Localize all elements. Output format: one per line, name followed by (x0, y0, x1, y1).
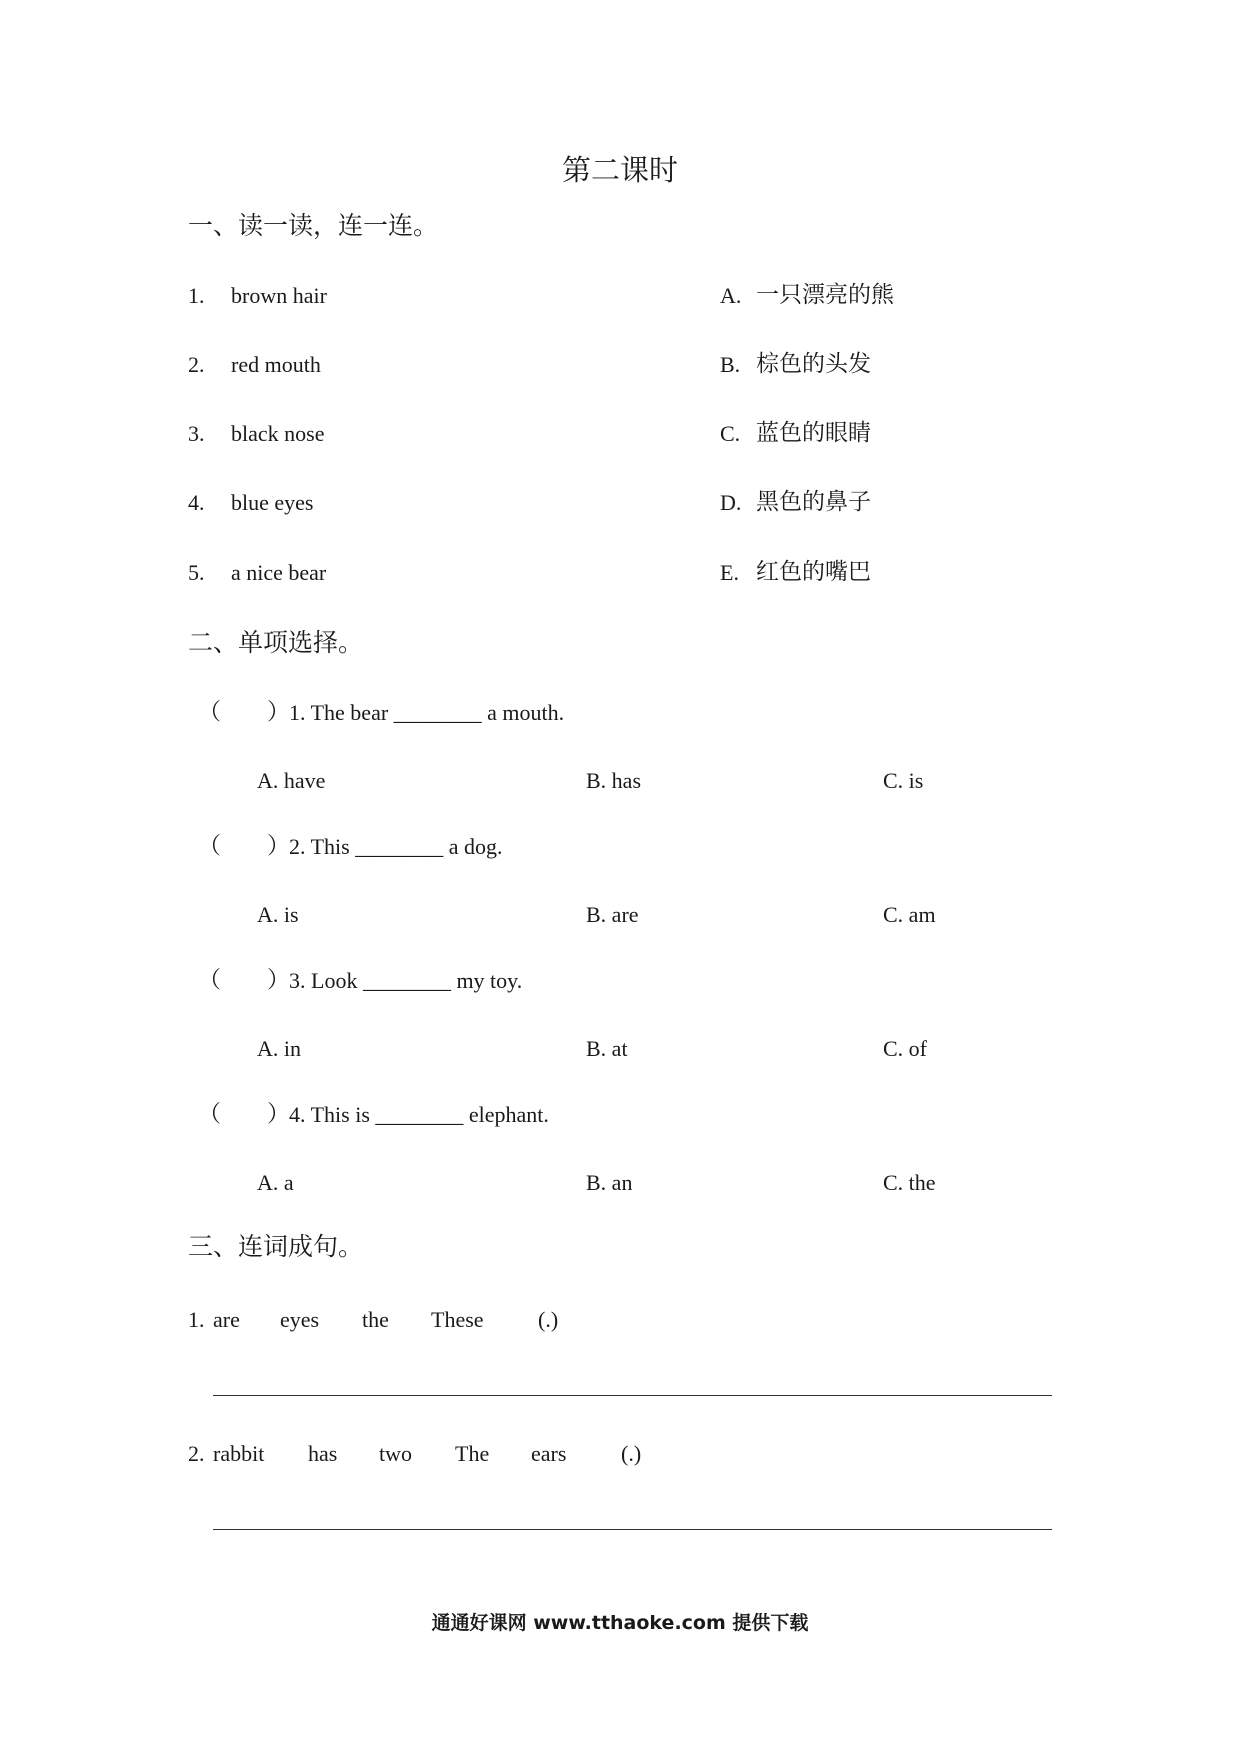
choice-c: C. am (883, 902, 936, 927)
option-letter: C. (720, 421, 741, 446)
scrambled-word: eyes (280, 1307, 320, 1332)
choice-c: C. is (883, 768, 924, 793)
option-letter: B. (720, 352, 741, 377)
scrambled-word: are (213, 1307, 240, 1332)
option-text: 黑色的鼻子 (756, 489, 871, 515)
item-number: 2. (188, 352, 205, 377)
option-text: 一只漂亮的熊 (756, 282, 894, 308)
page-title: 第二课时 (561, 153, 678, 187)
footer-credit: 通通好课网 www.tthaoke.com 提供下载 (431, 1612, 809, 1634)
scrambled-word: These (431, 1307, 484, 1332)
scrambled-word: (.) (621, 1441, 642, 1466)
question-stem: 3. Look ________ my toy. (289, 968, 523, 993)
choice-c: C. the (883, 1170, 936, 1195)
item-number: 1. (188, 283, 205, 308)
scrambled-word: has (308, 1441, 338, 1466)
choice-b: B. an (586, 1170, 633, 1195)
choice-b: B. are (586, 902, 639, 927)
question-stem: 4. This is ________ elephant. (289, 1102, 549, 1127)
answer-parentheses: （ ） (198, 1101, 290, 1127)
answer-line[interactable] (213, 1529, 1052, 1530)
item-text: black nose (231, 421, 325, 446)
answer-parentheses: （ ） (198, 699, 290, 725)
section1-heading: 一、读一读，连一连。 (188, 211, 439, 240)
scrambled-word: rabbit (213, 1441, 265, 1466)
choice-a: A. a (257, 1170, 294, 1195)
item-number: 2. (188, 1441, 205, 1466)
option-text: 棕色的头发 (756, 351, 871, 377)
answer-parentheses: （ ） (198, 833, 290, 859)
section3-heading: 三、连词成句。 (188, 1232, 364, 1261)
scrambled-word: two (379, 1441, 412, 1466)
item-text: brown hair (231, 283, 327, 308)
item-text: red mouth (231, 352, 321, 377)
item-number: 4. (188, 490, 205, 515)
item-number: 1. (188, 1307, 205, 1332)
question-stem: 2. This ________ a dog. (289, 834, 503, 859)
answer-parentheses: （ ） (198, 967, 290, 993)
option-letter: E. (720, 560, 739, 585)
scrambled-word: the (362, 1307, 389, 1332)
choice-a: A. have (257, 768, 326, 793)
item-text: a nice bear (231, 560, 327, 585)
scrambled-word: (.) (538, 1307, 559, 1332)
item-text: blue eyes (231, 490, 314, 515)
option-text: 蓝色的眼睛 (756, 420, 871, 446)
choice-a: A. is (257, 902, 299, 927)
scrambled-word: ears (531, 1441, 567, 1466)
question-stem: 1. The bear ________ a mouth. (289, 700, 565, 725)
scrambled-word: The (455, 1441, 490, 1466)
item-number: 5. (188, 560, 205, 585)
option-letter: A. (720, 283, 742, 308)
choice-c: C. of (883, 1036, 927, 1061)
answer-line[interactable] (213, 1395, 1052, 1396)
option-text: 红色的嘴巴 (756, 559, 871, 585)
section2-heading: 二、单项选择。 (188, 628, 364, 657)
item-number: 3. (188, 421, 205, 446)
choice-a: A. in (257, 1036, 301, 1061)
option-letter: D. (720, 490, 742, 515)
choice-b: B. at (586, 1036, 628, 1061)
choice-b: B. has (586, 768, 641, 793)
